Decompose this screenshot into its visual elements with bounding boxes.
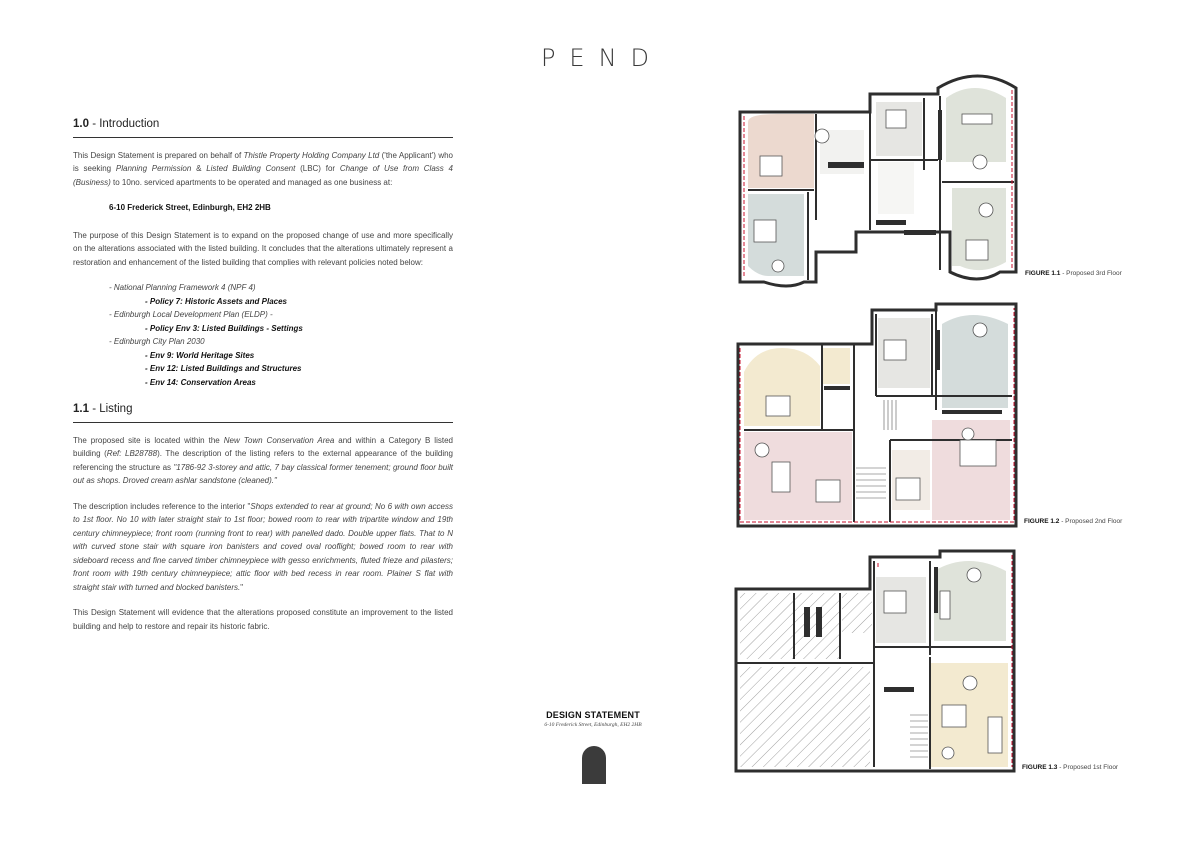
pend-logo: PEND xyxy=(540,44,664,72)
intro-heading-number: 1.0 xyxy=(73,118,89,130)
figure-caption-2nd-floor: FIGURE 1.2 - Proposed 2nd Floor xyxy=(1024,518,1123,525)
intro-paragraph-1: This Design Statement is prepared on behalf of Thistle Property Holding Company Ltd ('the Applicant') who is seeking Planning Permission & Listed Building Consent (LBC) for Change of Use from Class 4 (Business) to 10no. serviced apartments to be operated and managed as one business at: xyxy=(73,150,453,187)
site-address: 6-10 Frederick Street, Edinburgh, EH2 2HB xyxy=(109,203,271,212)
figure-caption-1st-floor: FIGURE 1.3 - Proposed 1st Floor xyxy=(1022,764,1119,771)
floor-plan-3rd-floor xyxy=(738,70,1023,290)
intro-heading xyxy=(73,118,453,138)
figure-caption-3rd-floor: FIGURE 1.1 - Proposed 3rd Floor xyxy=(1025,270,1122,277)
listing-paragraph-1: The proposed site is located within the New Town Conservation Area and within a Category B listed building (Ref: LB28788). The description of the listing refers to the external appearance of the building referencing the structure as "1786-92 3-storey and attic, 7 bay classical former tenement; ground floor built out as shops. Droved cream ashlar sandstone (cleaned)." xyxy=(73,435,454,485)
design-statement-block xyxy=(520,710,666,728)
policy-item: - National Planning Framework 4 (NPF 4) xyxy=(109,283,256,292)
listing-heading-number: 1.1 xyxy=(73,403,89,415)
listing-heading xyxy=(73,403,453,423)
design-statement-subtitle: 6-10 Frederick Street, Edinburgh, EH2 2HB xyxy=(544,722,642,728)
intro-paragraph-2: The purpose of this Design Statement is to expand on the proposed change of use and more specifically on the alterations associated with the listed building. It concludes that the alterations ultimately represent a restoration and enhancement of the listed building that complies with relevant policies noted below: xyxy=(73,230,453,267)
text-column xyxy=(73,118,453,645)
policy-item: - Env 9: World Heritage Sites xyxy=(145,350,255,360)
policy-item: - Edinburgh City Plan 2030 xyxy=(109,337,205,346)
policy-item: - Edinburgh Local Development Plan (ELDP) - xyxy=(109,310,273,319)
listing-heading-title: - Listing xyxy=(89,403,133,415)
policy-item: - Policy Env 3: Listed Buildings - Settings xyxy=(145,323,303,333)
policy-list xyxy=(73,281,453,389)
floor-plan-2nd-floor xyxy=(736,300,1021,528)
policy-item: - Policy 7: Historic Assets and Places xyxy=(145,296,287,306)
design-statement-title: DESIGN STATEMENT xyxy=(546,710,640,720)
policy-item: - Env 14: Conservation Areas xyxy=(145,377,256,387)
intro-heading-title: - Introduction xyxy=(89,118,160,130)
policy-item: - Env 12: Listed Buildings and Structures xyxy=(145,364,302,373)
listing-paragraph-2: The description includes reference to the interior "Shops extended to rear at ground; No 6 with own access to 1st floor. No 10 with later straight stair to 1st floor; bowed room to rear with tripartite window and 19th century chimneypiece; front room (running front to rear) with panelled dado. Double upper flats. That to N with curved stone stair with square iron banisters and coved oval rooflight; bowed room to rear with sideboard recess and fine carved timber chimneypiece with gesso enrichments, fluted frieze and pilasters; front room with 19th century chimneypiece; attic floor with bed recess in rear room. Plainer S flat with straight stair with turned and blocked banisters." xyxy=(73,501,453,592)
arch-mark-icon xyxy=(582,746,606,784)
floor-plan-1st-floor xyxy=(734,547,1019,775)
listing-paragraph-3: This Design Statement will evidence that the alterations proposed constitute an improvement to the listed building and help to restore and repair its historic fabric. xyxy=(73,608,453,631)
